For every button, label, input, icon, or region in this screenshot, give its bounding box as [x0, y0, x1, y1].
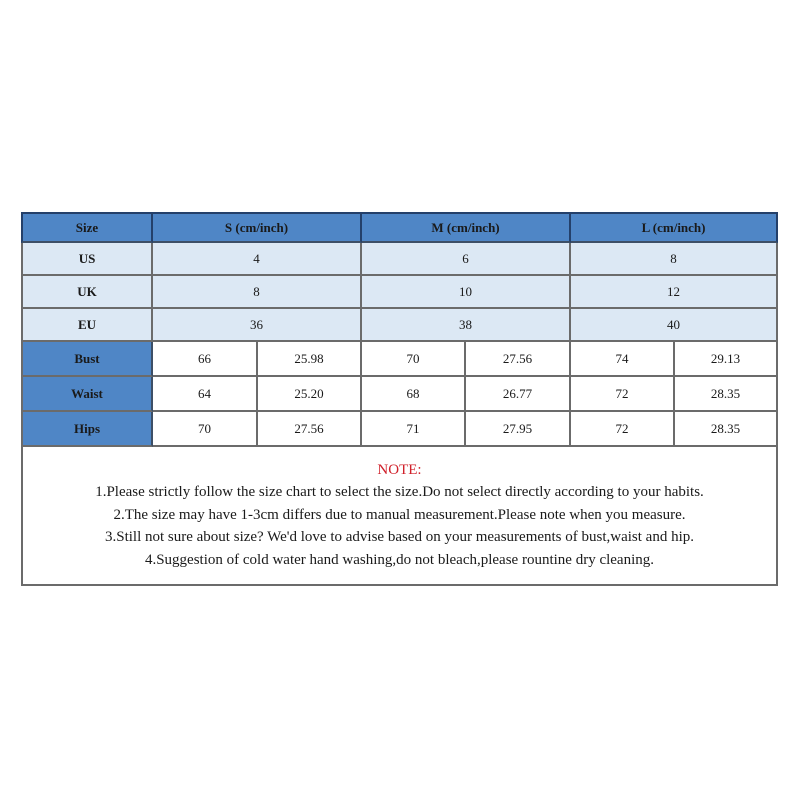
cell: 25.20: [258, 377, 362, 412]
cell: 8: [571, 243, 778, 276]
cell: 70: [362, 342, 466, 377]
cell: 72: [571, 377, 675, 412]
cell: 28.35: [675, 377, 778, 412]
cell: 28.35: [675, 412, 778, 447]
cell: 71: [362, 412, 466, 447]
cell: 26.77: [466, 377, 571, 412]
conversion-row-uk: [21, 276, 778, 309]
cell: 10: [362, 276, 571, 309]
cell: 36: [153, 309, 362, 342]
row-label: Bust: [21, 342, 153, 377]
cell: 8: [153, 276, 362, 309]
row-label: US: [21, 243, 153, 276]
note-box: [21, 447, 778, 586]
note-line-3: 3.Still not sure about size? We'd love to advise based on your measurements of bust,waist and hip.: [104, 529, 695, 545]
cell: 25.98: [258, 342, 362, 377]
conversion-row-eu: [21, 309, 778, 342]
cell: 4: [153, 243, 362, 276]
header-size-m: M (cm/inch): [362, 212, 571, 243]
cell: 27.95: [466, 412, 571, 447]
cell: 40: [571, 309, 778, 342]
note-line-1: 1.Please strictly follow the size chart to select the size.Do not select directly according to your habits.: [95, 484, 704, 500]
measurement-row-bust: [21, 342, 778, 377]
measurement-row-waist: [21, 377, 778, 412]
cell: 27.56: [258, 412, 362, 447]
cell: 72: [571, 412, 675, 447]
cell: 29.13: [675, 342, 778, 377]
cell: 12: [571, 276, 778, 309]
size-chart: [21, 212, 778, 586]
row-label: EU: [21, 309, 153, 342]
cell: 38: [362, 309, 571, 342]
row-label: UK: [21, 276, 153, 309]
row-label: Waist: [21, 377, 153, 412]
note-title: NOTE:: [377, 462, 422, 478]
cell: 66: [153, 342, 258, 377]
measurement-row-hips: [21, 412, 778, 447]
row-label: Hips: [21, 412, 153, 447]
cell: 64: [153, 377, 258, 412]
cell: 27.56: [466, 342, 571, 377]
conversion-row-us: [21, 243, 778, 276]
header-size-label: Size: [21, 212, 153, 243]
header-size-l: L (cm/inch): [571, 212, 778, 243]
note-line-4: 4.Suggestion of cold water hand washing,do not bleach,please rountine dry cleaning.: [144, 551, 655, 568]
cell: 68: [362, 377, 466, 412]
header-size-s: S (cm/inch): [153, 212, 362, 243]
cell: 6: [362, 243, 571, 276]
note-line-2: 2.The size may have 1-3cm differs due to manual measurement.Please note when you measure.: [113, 506, 686, 523]
cell: 74: [571, 342, 675, 377]
header-row: [21, 212, 778, 243]
size-table: [21, 212, 778, 447]
cell: 70: [153, 412, 258, 447]
